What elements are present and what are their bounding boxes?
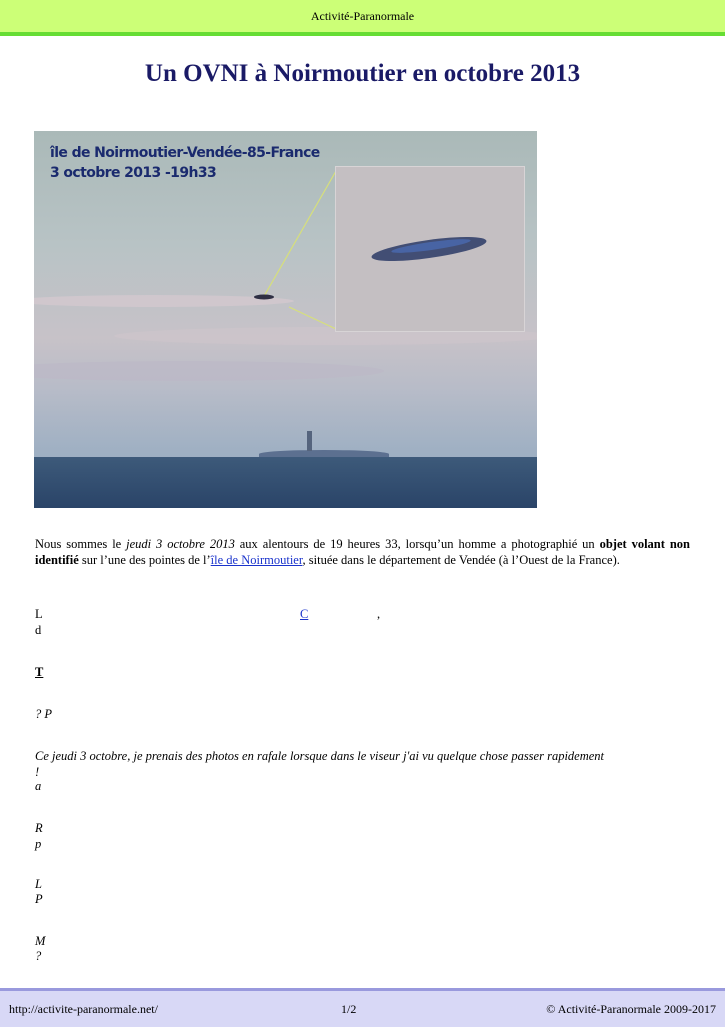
ufo-photo — [34, 131, 537, 508]
noirmoutier-link[interactable]: île de Noirmoutier — [210, 553, 303, 567]
fragment-qp: ? P — [35, 707, 53, 721]
lighthouse — [307, 431, 312, 451]
fragment-comma: , — [377, 607, 381, 621]
photo-caption-line2: 3 octobre 2013 -19h33 — [50, 165, 217, 181]
fragment-a: a — [35, 779, 42, 793]
page-header — [0, 0, 725, 36]
page-footer — [0, 988, 725, 1027]
footer-url: http://activite-paranormale.net/ — [9, 1002, 158, 1016]
fragment-excl: ! — [35, 765, 40, 779]
zoom-inset — [335, 166, 525, 332]
sea — [34, 457, 537, 508]
photo-caption — [50, 143, 320, 183]
footer-page-number: 1/2 — [341, 1002, 357, 1016]
fragment-l2: L — [35, 877, 42, 891]
fragment-p2: P — [35, 892, 43, 906]
header-site-name: Activité-Paranormale — [310, 9, 415, 23]
fragment-c-link[interactable]: C — [300, 607, 309, 621]
page-title: Un OVNI à Noirmoutier en octobre 2013 — [144, 60, 581, 87]
fragment-q: ? — [35, 949, 42, 963]
fragment-p: p — [35, 837, 42, 851]
fragment-t: T — [35, 665, 44, 679]
footer-copyright: © Activité-Paranormale 2009-2017 — [546, 1002, 716, 1016]
quote-line: Ce jeudi 3 octobre, je prenais des photos en rafale lorsque dans le viseur j'ai vu quelque chose passer rapidement — [35, 749, 605, 763]
fragment-l1b: d — [35, 623, 42, 637]
fragment-r: R — [35, 821, 43, 835]
ufo-zoom — [336, 167, 524, 331]
ufo-object — [254, 295, 274, 300]
fragment-m: M — [35, 934, 46, 948]
photo-caption-line1: île de Noirmoutier-Vendée-85-France — [50, 145, 320, 161]
intro-paragraph: Nous sommes le jeudi 3 octobre 2013 aux alentours de 19 heures 33, lorsqu’un homme a photographié un objet volant non identifié sur l’une des pointes de l’île de Noirmoutier, située dans le département de Vendée (à l’Ouest de la France). — [35, 537, 690, 567]
fragment-l1a: L — [35, 607, 43, 621]
